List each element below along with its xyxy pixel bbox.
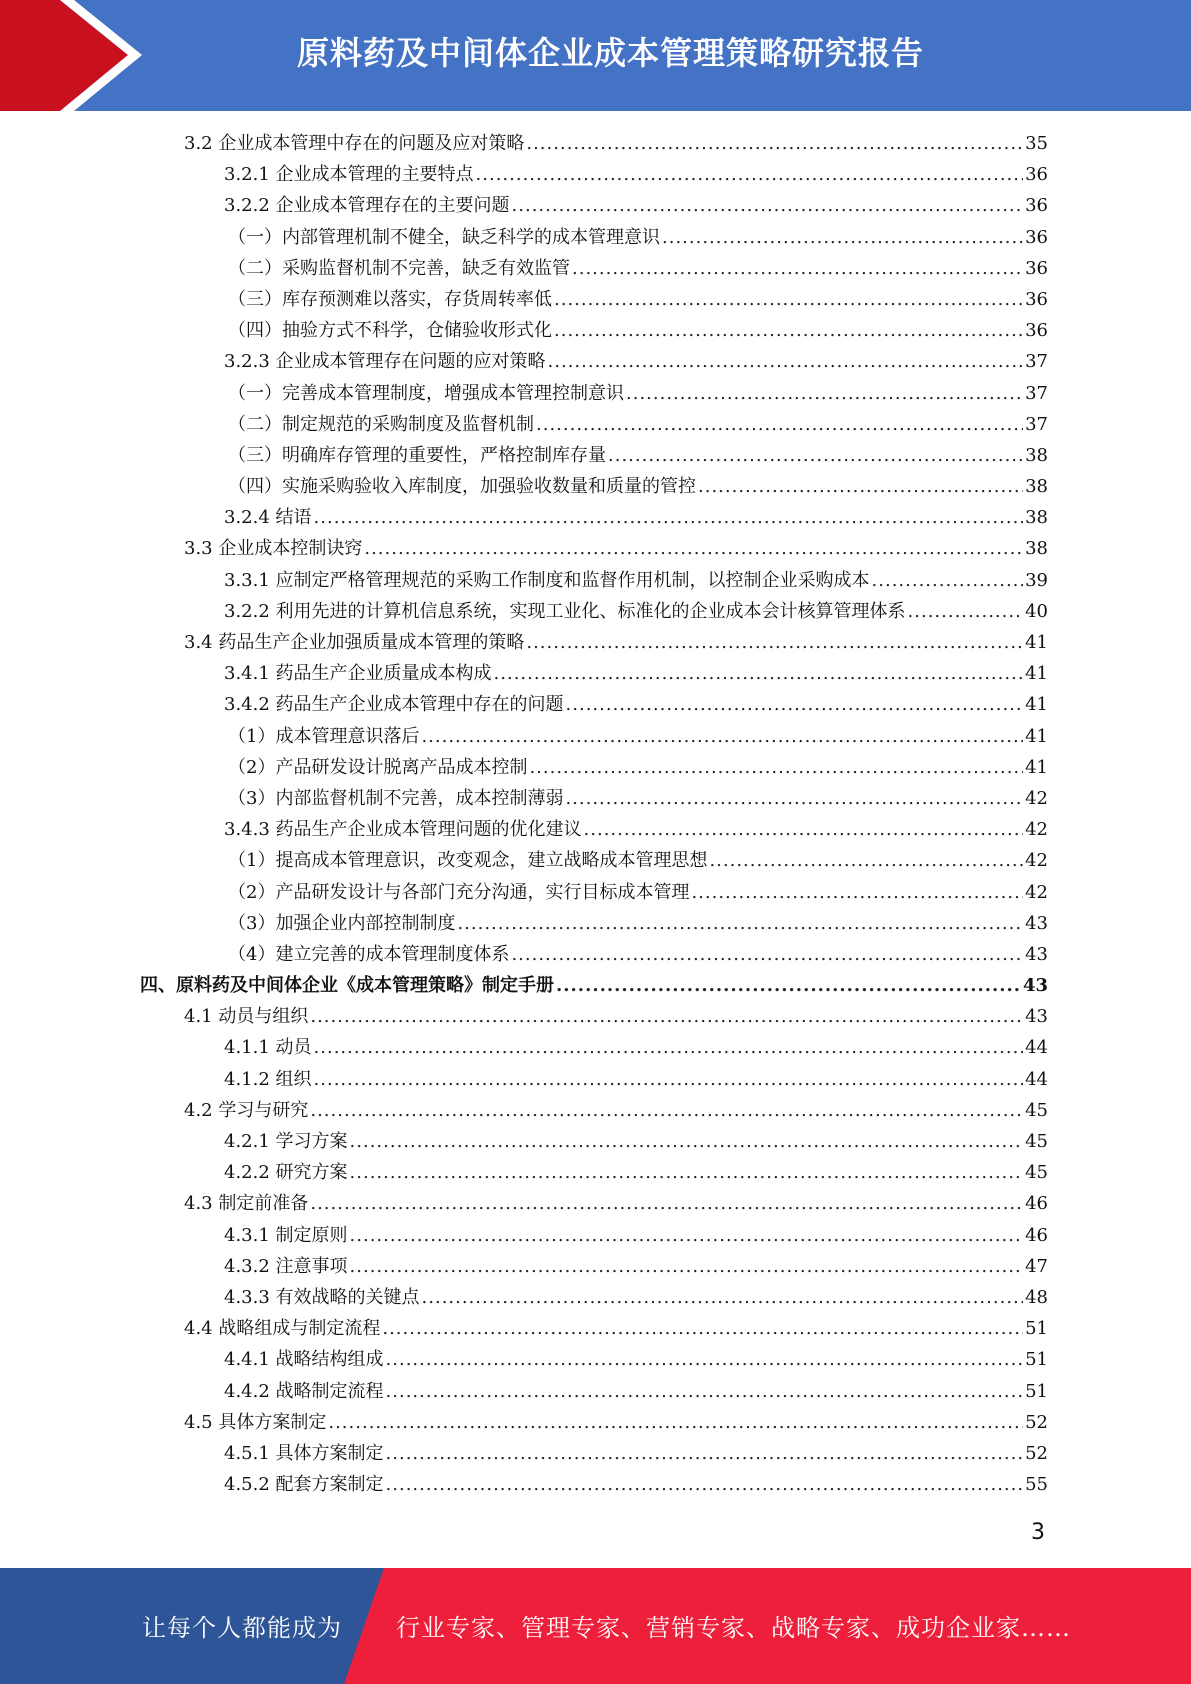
toc-dot-leader (314, 1064, 1024, 1095)
toc-dot-leader (314, 1032, 1024, 1063)
toc-entry[interactable] (140, 1407, 1048, 1438)
toc-entry-title: 4.1 动员与组织 (184, 1006, 309, 1028)
toc-entry-page: 42 (1025, 819, 1048, 841)
toc-entry[interactable] (140, 565, 1048, 596)
toc-dot-leader (691, 877, 1023, 908)
toc-entry-page: 44 (1025, 1068, 1048, 1090)
toc-dot-leader (386, 1376, 1024, 1407)
toc-dot-leader (511, 939, 1023, 970)
toc-entry-page: 36 (1025, 195, 1048, 217)
toc-dot-leader (350, 1251, 1024, 1282)
toc-entry-title: 3.3 企业成本控制诀窍 (184, 538, 363, 560)
toc-dot-leader (310, 1188, 1023, 1219)
toc-entry-title: 3.3.1 应制定严格管理规范的采购工作制度和监督作用机制，以控制企业采购成本 (224, 569, 870, 591)
toc-dot-leader (908, 596, 1024, 627)
toc-entry[interactable] (140, 1220, 1048, 1251)
toc-entry[interactable] (140, 190, 1048, 221)
toc-dot-leader (386, 1438, 1024, 1469)
toc-entry-title: 3.2.2 利用先进的计算机信息系统，实现工业化、标准化的企业成本会计核算管理体系 (224, 600, 906, 622)
toc-entry-page: 38 (1025, 538, 1048, 560)
toc-entry-title: 4.2.1 学习方案 (224, 1131, 348, 1152)
toc-entry-title: 3.2.1 企业成本管理的主要特点 (224, 164, 474, 186)
toc-entry-page: 51 (1025, 1349, 1048, 1371)
toc-entry-page: 39 (1025, 569, 1048, 591)
toc-entry[interactable] (140, 752, 1048, 783)
toc-entry[interactable] (140, 1032, 1048, 1063)
toc-entry-page: 42 (1025, 787, 1048, 809)
toc-dot-leader (584, 814, 1024, 845)
toc-entry[interactable] (140, 222, 1048, 253)
toc-dot-leader (476, 159, 1024, 190)
toc-entry-page: 43 (1025, 912, 1048, 934)
report-title: 原料药及中间体企业成本管理策略研究报告 (296, 34, 924, 72)
toc-entry[interactable] (140, 1064, 1048, 1095)
toc-entry-page: 37 (1025, 351, 1048, 373)
toc-dot-leader (529, 752, 1023, 783)
toc-entry-title: （2）产品研发设计与各部门充分沟通，实行目标成本管理 (228, 881, 690, 903)
toc-entry-page: 42 (1025, 881, 1048, 903)
toc-entry[interactable] (140, 627, 1048, 658)
toc-entry-page: 42 (1025, 850, 1048, 872)
toc-entry[interactable] (140, 346, 1048, 377)
toc-entry[interactable] (140, 128, 1048, 159)
toc-entry-title: 4.3 制定前准备 (184, 1193, 309, 1215)
toc-entry-page: 51 (1025, 1380, 1048, 1402)
toc-entry-page: 36 (1025, 164, 1048, 186)
footer-banner (0, 1568, 1191, 1684)
toc-entry[interactable] (140, 877, 1048, 908)
toc-entry-title: （1）提高成本管理意识，改变观念，建立战略成本管理思想 (228, 850, 708, 872)
toc-entry-title: 3.4.1 药品生产企业质量成本构成 (224, 663, 492, 685)
toc-entry-page: 41 (1025, 632, 1048, 653)
toc-entry-title: 4.3.3 有效战略的关键点 (224, 1286, 420, 1308)
footer-slogan-left: 让每个人都能成为 (142, 1614, 342, 1642)
toc-entry-page: 45 (1025, 1162, 1048, 1184)
toc-dot-leader (310, 1095, 1023, 1126)
toc-entry-page: 52 (1025, 1442, 1048, 1464)
toc-entry-page: 52 (1025, 1411, 1048, 1433)
toc-dot-leader (709, 845, 1023, 876)
toc-entry[interactable] (140, 1282, 1048, 1313)
toc-entry[interactable] (140, 284, 1048, 315)
toc-entry-page: 51 (1025, 1318, 1048, 1340)
toc-entry-title: （一）内部管理机制不健全，缺乏科学的成本管理意识 (228, 226, 660, 248)
toc-dot-leader (457, 908, 1023, 939)
toc-entry-title: 4.5.2 配套方案制定 (224, 1474, 384, 1496)
toc-entry-title: 4.3.1 制定原则 (224, 1224, 348, 1246)
toc-entry-title: （4）建立完善的成本管理制度体系 (228, 943, 510, 965)
toc-dot-leader (314, 502, 1024, 533)
toc-dot-leader (422, 1282, 1024, 1313)
toc-entry-title: 4.2.2 研究方案 (224, 1162, 348, 1184)
toc-dot-leader (662, 222, 1023, 253)
toc-entry[interactable] (140, 440, 1048, 471)
toc-entry[interactable] (140, 596, 1048, 627)
toc-entry-title: （一）完善成本管理制度，增强成本管理控制意识 (228, 382, 624, 404)
toc-entry[interactable] (140, 658, 1048, 689)
toc-entry-page: 47 (1025, 1255, 1048, 1277)
toc-entry-page: 43 (1025, 943, 1048, 965)
toc-entry-title: （二）制定规范的采购制度及监督机制 (228, 413, 534, 435)
toc-entry[interactable] (140, 1157, 1048, 1188)
toc-entry-title: （四）实施采购验收入库制度，加强验收数量和质量的管控 (228, 476, 696, 498)
toc-entry-page: 36 (1025, 288, 1048, 310)
toc-entry-title: 3.2 企业成本管理中存在的问题及应对策略 (184, 133, 525, 154)
toc-entry-title: 4.4.1 战略结构组成 (224, 1349, 384, 1371)
toc-dot-leader (386, 1344, 1024, 1375)
toc-dot-leader (526, 627, 1023, 658)
toc-entry-title: （二）采购监督机制不完善，缺乏有效监管 (228, 257, 570, 279)
toc-entry-page: 45 (1025, 1131, 1048, 1152)
toc-entry-page: 43 (1025, 1006, 1048, 1028)
toc-entry-page: 45 (1025, 1099, 1048, 1121)
toc-entry[interactable] (140, 1438, 1048, 1469)
toc-entry[interactable] (140, 315, 1048, 346)
toc-dot-leader (536, 409, 1023, 440)
toc-dot-leader (350, 1157, 1024, 1188)
toc-entry-title: （3）加强企业内部控制制度 (228, 912, 456, 934)
toc-dot-leader (554, 284, 1023, 315)
toc-dot-leader (310, 1001, 1023, 1032)
toc-entry-title: 3.4 药品生产企业加强质量成本管理的策略 (184, 632, 525, 653)
toc-entry[interactable] (140, 783, 1048, 814)
toc-entry-page: 36 (1025, 257, 1048, 279)
toc-entry-title: 4.4.2 战略制定流程 (224, 1380, 384, 1402)
toc-entry-page: 46 (1025, 1224, 1048, 1246)
toc-entry-page: 35 (1025, 133, 1048, 154)
toc-entry-title: 4.5.1 具体方案制定 (224, 1442, 384, 1464)
toc-entry-page: 38 (1025, 476, 1048, 498)
toc-entry-title: 4.1.1 动员 (224, 1037, 312, 1059)
toc-dot-leader (328, 1407, 1023, 1438)
toc-entry-page: 46 (1025, 1193, 1048, 1215)
toc-entry-title: 4.2 学习与研究 (184, 1099, 309, 1121)
toc-entry[interactable] (140, 502, 1048, 533)
toc-entry-title: （1）成本管理意识落后 (228, 725, 420, 747)
toc-entry[interactable] (140, 378, 1048, 409)
toc-entry[interactable] (140, 471, 1048, 502)
toc-entry[interactable] (140, 1001, 1048, 1032)
toc-dot-leader (386, 1469, 1024, 1500)
toc-entry-title: 3.4.3 药品生产企业成本管理问题的优化建议 (224, 819, 582, 841)
toc-entry-title: （三）明确库存管理的重要性，严格控制库存量 (228, 444, 606, 466)
toc-entry[interactable] (140, 253, 1048, 284)
toc-entry[interactable] (140, 908, 1048, 939)
toc-entry-page: 48 (1025, 1286, 1048, 1308)
toc-dot-leader (626, 378, 1023, 409)
toc-entry-title: 3.2.4 结语 (224, 507, 312, 529)
toc-entry-page: 36 (1025, 320, 1048, 342)
toc-entry-page: 41 (1025, 694, 1048, 716)
page-number: 3 (1031, 1520, 1045, 1545)
toc-entry-title: 3.2.3 企业成本管理存在问题的应对策略 (224, 351, 546, 373)
toc-entry[interactable] (140, 533, 1048, 564)
toc-dot-leader (382, 1313, 1023, 1344)
toc-entry-page: 37 (1025, 413, 1048, 435)
toc-entry-title: 4.5 具体方案制定 (184, 1411, 327, 1433)
toc-entry-page: 55 (1025, 1474, 1048, 1496)
toc-entry[interactable] (140, 689, 1048, 720)
toc-dot-leader (526, 128, 1023, 159)
toc-entry-title: （四）抽验方式不科学，仓储验收形式化 (228, 320, 552, 342)
toc-dot-leader (556, 970, 1021, 1001)
toc-entry-title: 4.3.2 注意事项 (224, 1255, 348, 1277)
toc-dot-leader (512, 190, 1024, 221)
toc-entry-page: 40 (1025, 600, 1048, 622)
toc-entry[interactable] (140, 845, 1048, 876)
toc-entry-title: （3）内部监督机制不完善，成本控制薄弱 (228, 787, 564, 809)
toc-entry[interactable] (140, 970, 1048, 1001)
toc-entry[interactable] (140, 1469, 1048, 1500)
toc-entry[interactable] (140, 409, 1048, 440)
toc-entry[interactable] (140, 1095, 1048, 1126)
toc-entry-page: 44 (1025, 1037, 1048, 1059)
toc-entry[interactable] (140, 1251, 1048, 1282)
toc-entry-title: 4.1.2 组织 (224, 1068, 312, 1090)
toc-dot-leader (364, 533, 1023, 564)
toc-dot-leader (421, 721, 1023, 752)
toc-entry-page: 43 (1022, 975, 1048, 997)
toc-entry-title: 四、原料药及中间体企业《成本管理策略》制定手册 (140, 975, 554, 997)
toc-entry-title: 3.4.2 药品生产企业成本管理中存在的问题 (224, 694, 564, 716)
toc-dot-leader (872, 565, 1024, 596)
toc-entry-page: 41 (1025, 725, 1048, 747)
toc-entry[interactable] (140, 1188, 1048, 1219)
toc-entry[interactable] (140, 1126, 1048, 1157)
toc-dot-leader (548, 346, 1024, 377)
toc-entry[interactable] (140, 939, 1048, 970)
toc-dot-leader (565, 783, 1023, 814)
toc-entry[interactable] (140, 1313, 1048, 1344)
toc-dot-leader (566, 689, 1024, 720)
toc-dot-leader (350, 1126, 1024, 1157)
toc-entry[interactable] (140, 814, 1048, 845)
toc-entry[interactable] (140, 159, 1048, 190)
toc-entry-page: 41 (1025, 756, 1048, 778)
toc-entry[interactable] (140, 1376, 1048, 1407)
toc-entry-title: （2）产品研发设计脱离产品成本控制 (228, 756, 528, 778)
toc-dot-leader (572, 253, 1023, 284)
toc-entry-title: 3.2.2 企业成本管理存在的主要问题 (224, 195, 510, 217)
toc-entry[interactable] (140, 1344, 1048, 1375)
toc-entry-page: 38 (1025, 444, 1048, 466)
toc-entry-title: （三）库存预测难以落实，存货周转率低 (228, 288, 552, 310)
toc-entry[interactable] (140, 721, 1048, 752)
toc-dot-leader (350, 1220, 1024, 1251)
header-banner (0, 0, 1191, 111)
toc-dot-leader (698, 471, 1023, 502)
toc-dot-leader (494, 658, 1024, 689)
toc-entry-page: 38 (1025, 507, 1048, 529)
footer-slogan-right: 行业专家、管理专家、营销专家、战略专家、成功企业家…… (396, 1614, 1071, 1642)
toc-entry-page: 37 (1025, 382, 1048, 404)
toc-entry-title: 4.4 战略组成与制定流程 (184, 1318, 381, 1340)
toc-dot-leader (608, 440, 1023, 471)
table-of-contents (140, 128, 1048, 1500)
toc-entry-page: 41 (1025, 663, 1048, 685)
toc-dot-leader (554, 315, 1023, 346)
toc-entry-page: 36 (1025, 226, 1048, 248)
